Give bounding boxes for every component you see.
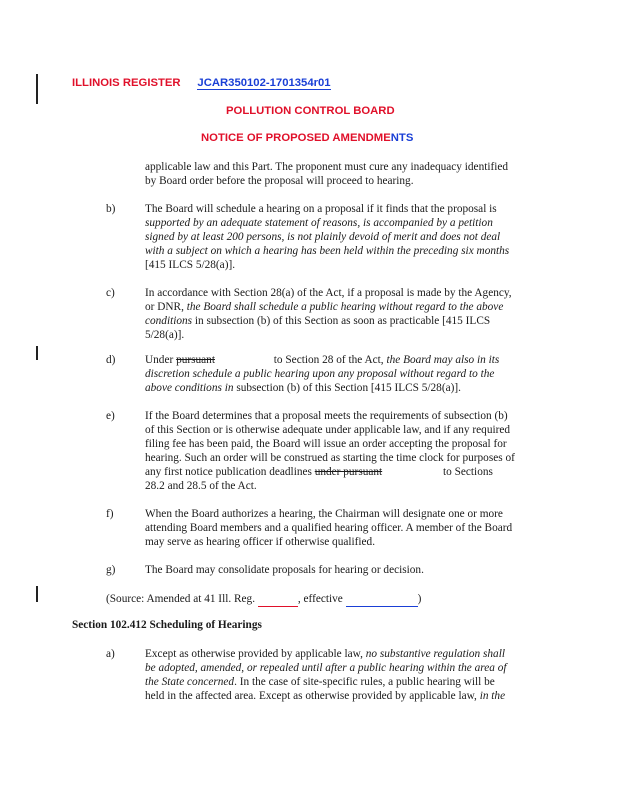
item-f-line-2: attending Board members and a qualified hearing officer. A member of the Board xyxy=(145,522,513,534)
struck-text: pursuant xyxy=(176,354,215,366)
item-f-line-1: When the Board authorizes a hearing, the Chairman will designate one or more xyxy=(145,508,503,520)
register-header xyxy=(72,76,331,90)
item-c-line-4: 5/28(a)]. xyxy=(145,329,185,341)
change-bar-d xyxy=(36,346,38,360)
item-b-line-2: supported by an adequate statement of reasons, is accompanied by a petition xyxy=(145,217,493,229)
item-e-line-1: If the Board determines that a proposal meets the requirements of subsection (b) xyxy=(145,410,508,422)
item-d-line-1: Under pursuant to Section 28 of the Act, the Board may also in its xyxy=(145,354,500,366)
continuation-line-2: by Board order before the proposal will proceed to hearing. xyxy=(145,175,414,187)
item-b-line-5: [415 ILCS 5/28(a)]. xyxy=(145,259,236,271)
item-d-label: d) xyxy=(106,354,116,366)
item-e-line-4: hearing. Such an order will be construed as starting the time clock for purposes of xyxy=(145,452,515,464)
effective-date-blank xyxy=(346,592,418,607)
item-c-label: c) xyxy=(106,287,115,299)
item-e-line-5: any first notice publication deadlines under pursuant to Sections xyxy=(145,466,493,478)
item-e-label: e) xyxy=(106,410,115,422)
item-g-line-1: The Board may consolidate proposals for hearing or decision. xyxy=(145,564,424,576)
item-b-line-4: with a subject on which a hearing has been held within the preceding six months xyxy=(145,245,510,257)
agency-header: POLLUTION CONTROL BOARD xyxy=(226,105,395,117)
item-a-line-2: be adopted, amended, or repealed until after a public hearing within the area of xyxy=(145,662,507,674)
struck-text-e: under pursuant xyxy=(314,466,383,478)
item-a-line-4: held in the affected area. Except as otherwise provided by applicable law, in the xyxy=(145,690,506,702)
item-b-line-3: signed by at least 200 persons, is not plainly devoid of merit and does not deal xyxy=(145,231,501,243)
notice-header: NOTICE OF PROPOSED AMENDMENTS xyxy=(201,132,414,144)
register-blank xyxy=(258,592,298,607)
item-g-label: g) xyxy=(106,564,116,576)
change-bar-top xyxy=(36,74,38,104)
item-b-label: b) xyxy=(106,203,116,215)
continuation-line-1: applicable law and this Part. The proponent must cure any inadequacy identified xyxy=(145,161,509,173)
item-e-line-3: filing fee has been paid, the Board will issue an order accepting the proposal for xyxy=(145,438,507,450)
item-a-label: a) xyxy=(106,648,115,660)
item-e-line-6: 28.2 and 28.5 of the Act. xyxy=(145,480,257,492)
item-d-line-2: discretion schedule a public hearing upon any proposal without regard to the xyxy=(145,368,495,380)
item-c-line-3: conditions in subsection (b) of this Section as soon as practicable [415 ILCS xyxy=(145,315,491,327)
item-c-line-2: or DNR, the Board shall schedule a public hearing without regard to the above xyxy=(145,301,504,313)
item-c-line-1: In accordance with Section 28(a) of the Act, if a proposal is made by the Agency, xyxy=(145,287,512,299)
item-e-line-2: of this Section or is otherwise adequate under applicable law, and if any required xyxy=(145,424,511,436)
item-d-line-3: above conditions in subsection (b) of this Section [415 ILCS 5/28(a)]. xyxy=(145,382,461,394)
jcar-code: JCAR350102-1701354r01 xyxy=(197,77,331,89)
section-title: Section 102.412 Scheduling of Hearings xyxy=(72,619,262,631)
item-f-line-3: may serve as hearing officer if otherwise qualified. xyxy=(145,536,376,548)
source-note: (Source: Amended at 41 Ill. Reg. , effective ) xyxy=(106,593,422,605)
item-b-line-1: The Board will schedule a hearing on a proposal if it finds that the proposal is xyxy=(145,203,497,215)
register-name: ILLINOIS REGISTER xyxy=(72,77,181,89)
item-a-line-1: Except as otherwise provided by applicable law, no substantive regulation shall xyxy=(145,648,505,660)
item-a-line-3: the State concerned. In the case of site-specific rules, a public hearing will be xyxy=(145,676,495,688)
item-f-label: f) xyxy=(106,508,114,520)
change-bar-source xyxy=(36,586,38,602)
